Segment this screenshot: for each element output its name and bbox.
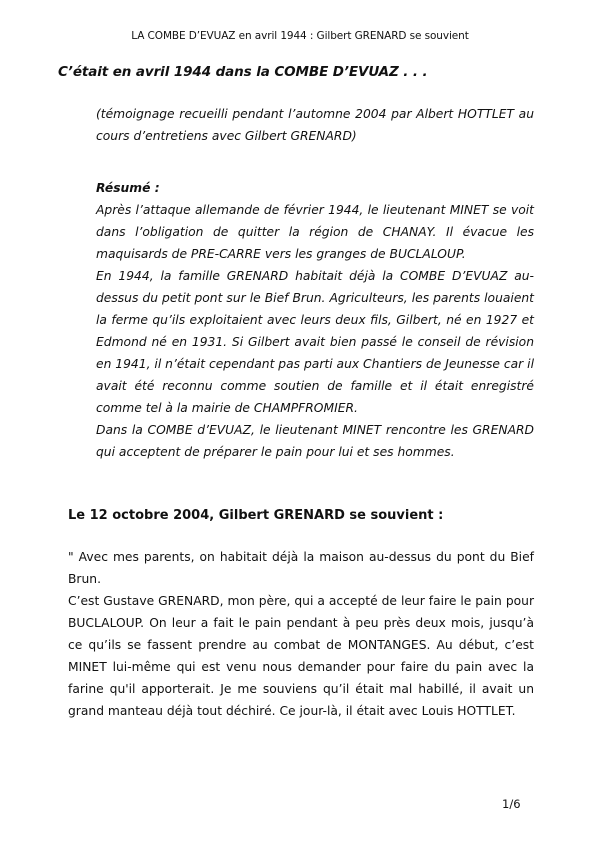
- summary-paragraph: En 1944, la famille GRENARD habitait déjà la COMBE D’EVUAZ au-dessus du petit pont sur le Bief Brun. Agriculteurs, les parents louaient la ferme qu’ils exploitaient avec leurs deux fils, Gilbert, né en 1927 et Edmond né en 1931. Si Gilbert avait bien passé le conseil de révision en 1941, il n’était cependant pas parti aux Chantiers de Jeunesse car il avait été reconnu comme soutien de famille et il était enregistré comme tel à la mairie de CHAMPFROMIER.: [96, 269, 534, 415]
- section-title: Le 12 octobre 2004, Gilbert GRENARD se souvient :: [68, 508, 444, 523]
- body-paragraph: C’est Gustave GRENARD, mon père, qui a accepté de leur faire le pain pour BUCLALOUP. On leur a fait le pain pendant à peu près deux mois, jusqu’à ce qu’ils se fassent prendre au combat de MONTANGES. Au début, c’est MINET lui-même qui est venu nous demander pour faire du pain avec la farine qu'il apporterait. Je me souviens qu’il était mal habillé, il avait un grand manteau déjà tout déchiré. Ce jour-là, il était avec Louis HOTTLET.: [68, 594, 534, 718]
- testimony-body: [68, 546, 534, 722]
- summary-paragraph: Après l’attaque allemande de février 1944, le lieutenant MINET se voit dans l’obligation de quitter la région de CHANAY. Il évacue les maquisards de PRE-CARRE vers les granges de BUCLALOUP.: [96, 203, 534, 261]
- summary-heading: Résumé :: [96, 181, 160, 195]
- page-number: 1/6: [502, 797, 521, 811]
- summary-section: [96, 177, 534, 463]
- body-paragraph: " Avec mes parents, on habitait déjà la maison au-dessus du pont du Bief Brun.: [68, 550, 534, 586]
- testimony-note: (témoignage recueilli pendant l’automne 2004 par Albert HOTTLET au cours d’entretiens avec Gilbert GRENARD): [96, 107, 534, 143]
- running-header: LA COMBE D’EVUAZ en avril 1944 : Gilbert GRENARD se souvient: [131, 30, 469, 42]
- summary-paragraph: Dans la COMBE d’EVUAZ, le lieutenant MINET rencontre les GRENARD qui acceptent de préparer le pain pour lui et ses hommes.: [96, 423, 534, 459]
- document-title: C’était en avril 1944 dans la COMBE D’EVUAZ . . .: [58, 64, 428, 80]
